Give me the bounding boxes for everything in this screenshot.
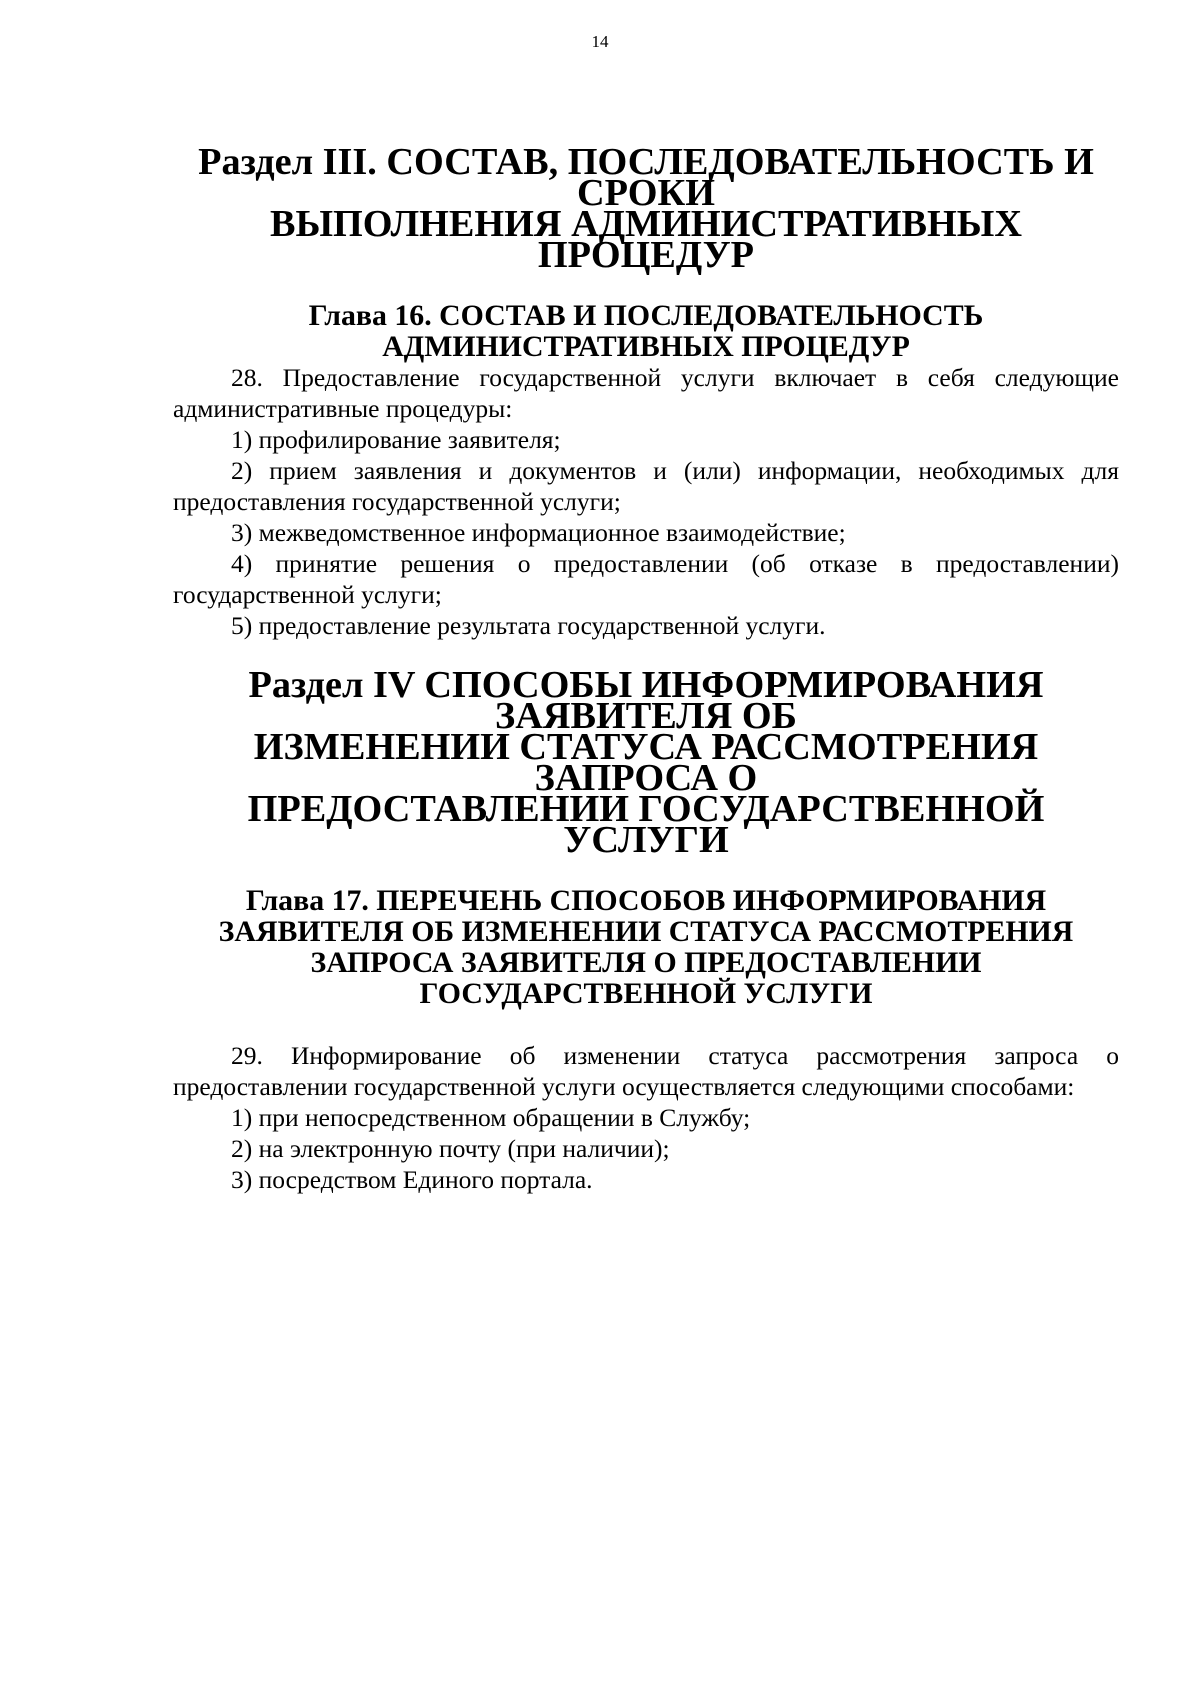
heading-line: ГОСУДАРСТВЕННОЙ УСЛУГИ [419,977,873,1010]
paragraph-28: 28. Предоставление государственной услуги включает в себя следующие административные процедуры: [173,363,1119,423]
list-item: 2) на электронную почту (при наличии); [231,1134,670,1163]
section-4-heading [173,664,1119,861]
heading-line: ПРЕДОСТАВЛЕНИИ ГОСУДАРСТВЕННОЙ УСЛУГИ [247,788,1045,861]
list-item: 5) предоставление результата государственной услуги. [231,611,826,640]
document-body [173,141,1119,1195]
heading-line: Раздел III. СОСТАВ, ПОСЛЕДОВАТЕЛЬНОСТЬ И СРОКИ [198,141,1094,214]
heading-line: Раздел IV СПОСОБЫ ИНФОРМИРОВАНИЯ ЗАЯВИТЕЛЯ ОБ [248,664,1044,737]
paragraph-29: 29. Информирование об изменении статуса рассмотрения запроса о предоставлении государственной услуги осуществляется следующими способами: [173,1041,1119,1101]
heading-line: ИЗМЕНЕНИИ СТАТУСА РАССМОТРЕНИЯ ЗАПРОСА О [253,726,1039,799]
list-item: 3) посредством Единого портала. [231,1165,593,1194]
heading-line: ЗАПРОСА ЗАЯВИТЕЛЯ О ПРЕДОСТАВЛЕНИИ [310,946,982,979]
chapter-17-heading [173,885,1119,1009]
heading-line: АДМИНИСТРАТИВНЫХ ПРОЦЕДУР [382,330,910,363]
heading-line: Глава 17. ПЕРЕЧЕНЬ СПОСОБОВ ИНФОРМИРОВАНИЯ [245,884,1047,917]
heading-line: Глава 16. СОСТАВ И ПОСЛЕДОВАТЕЛЬНОСТЬ [308,299,984,332]
list-item: 1) профилирование заявителя; [231,425,561,454]
heading-line: ВЫПОЛНЕНИЯ АДМИНИСТРАТИВНЫХ ПРОЦЕДУР [269,203,1022,276]
heading-line: ЗАЯВИТЕЛЯ ОБ ИЗМЕНЕНИИ СТАТУСА РАССМОТРЕНИЯ [218,915,1074,948]
list-item: 3) межведомственное информационное взаимодействие; [231,518,846,547]
list-item: 1) при непосредственном обращении в Службу; [231,1103,751,1132]
list-item: 2) прием заявления и документов и (или) информации, необходимых для предоставления государственной услуги; [173,456,1119,516]
chapter-16-heading [173,300,1119,362]
section-3-heading [173,141,1119,276]
page-number: 14 [591,32,609,51]
list-item: 4) принятие решения о предоставлении (об отказе в предоставлении) государственной услуги; [173,549,1119,609]
